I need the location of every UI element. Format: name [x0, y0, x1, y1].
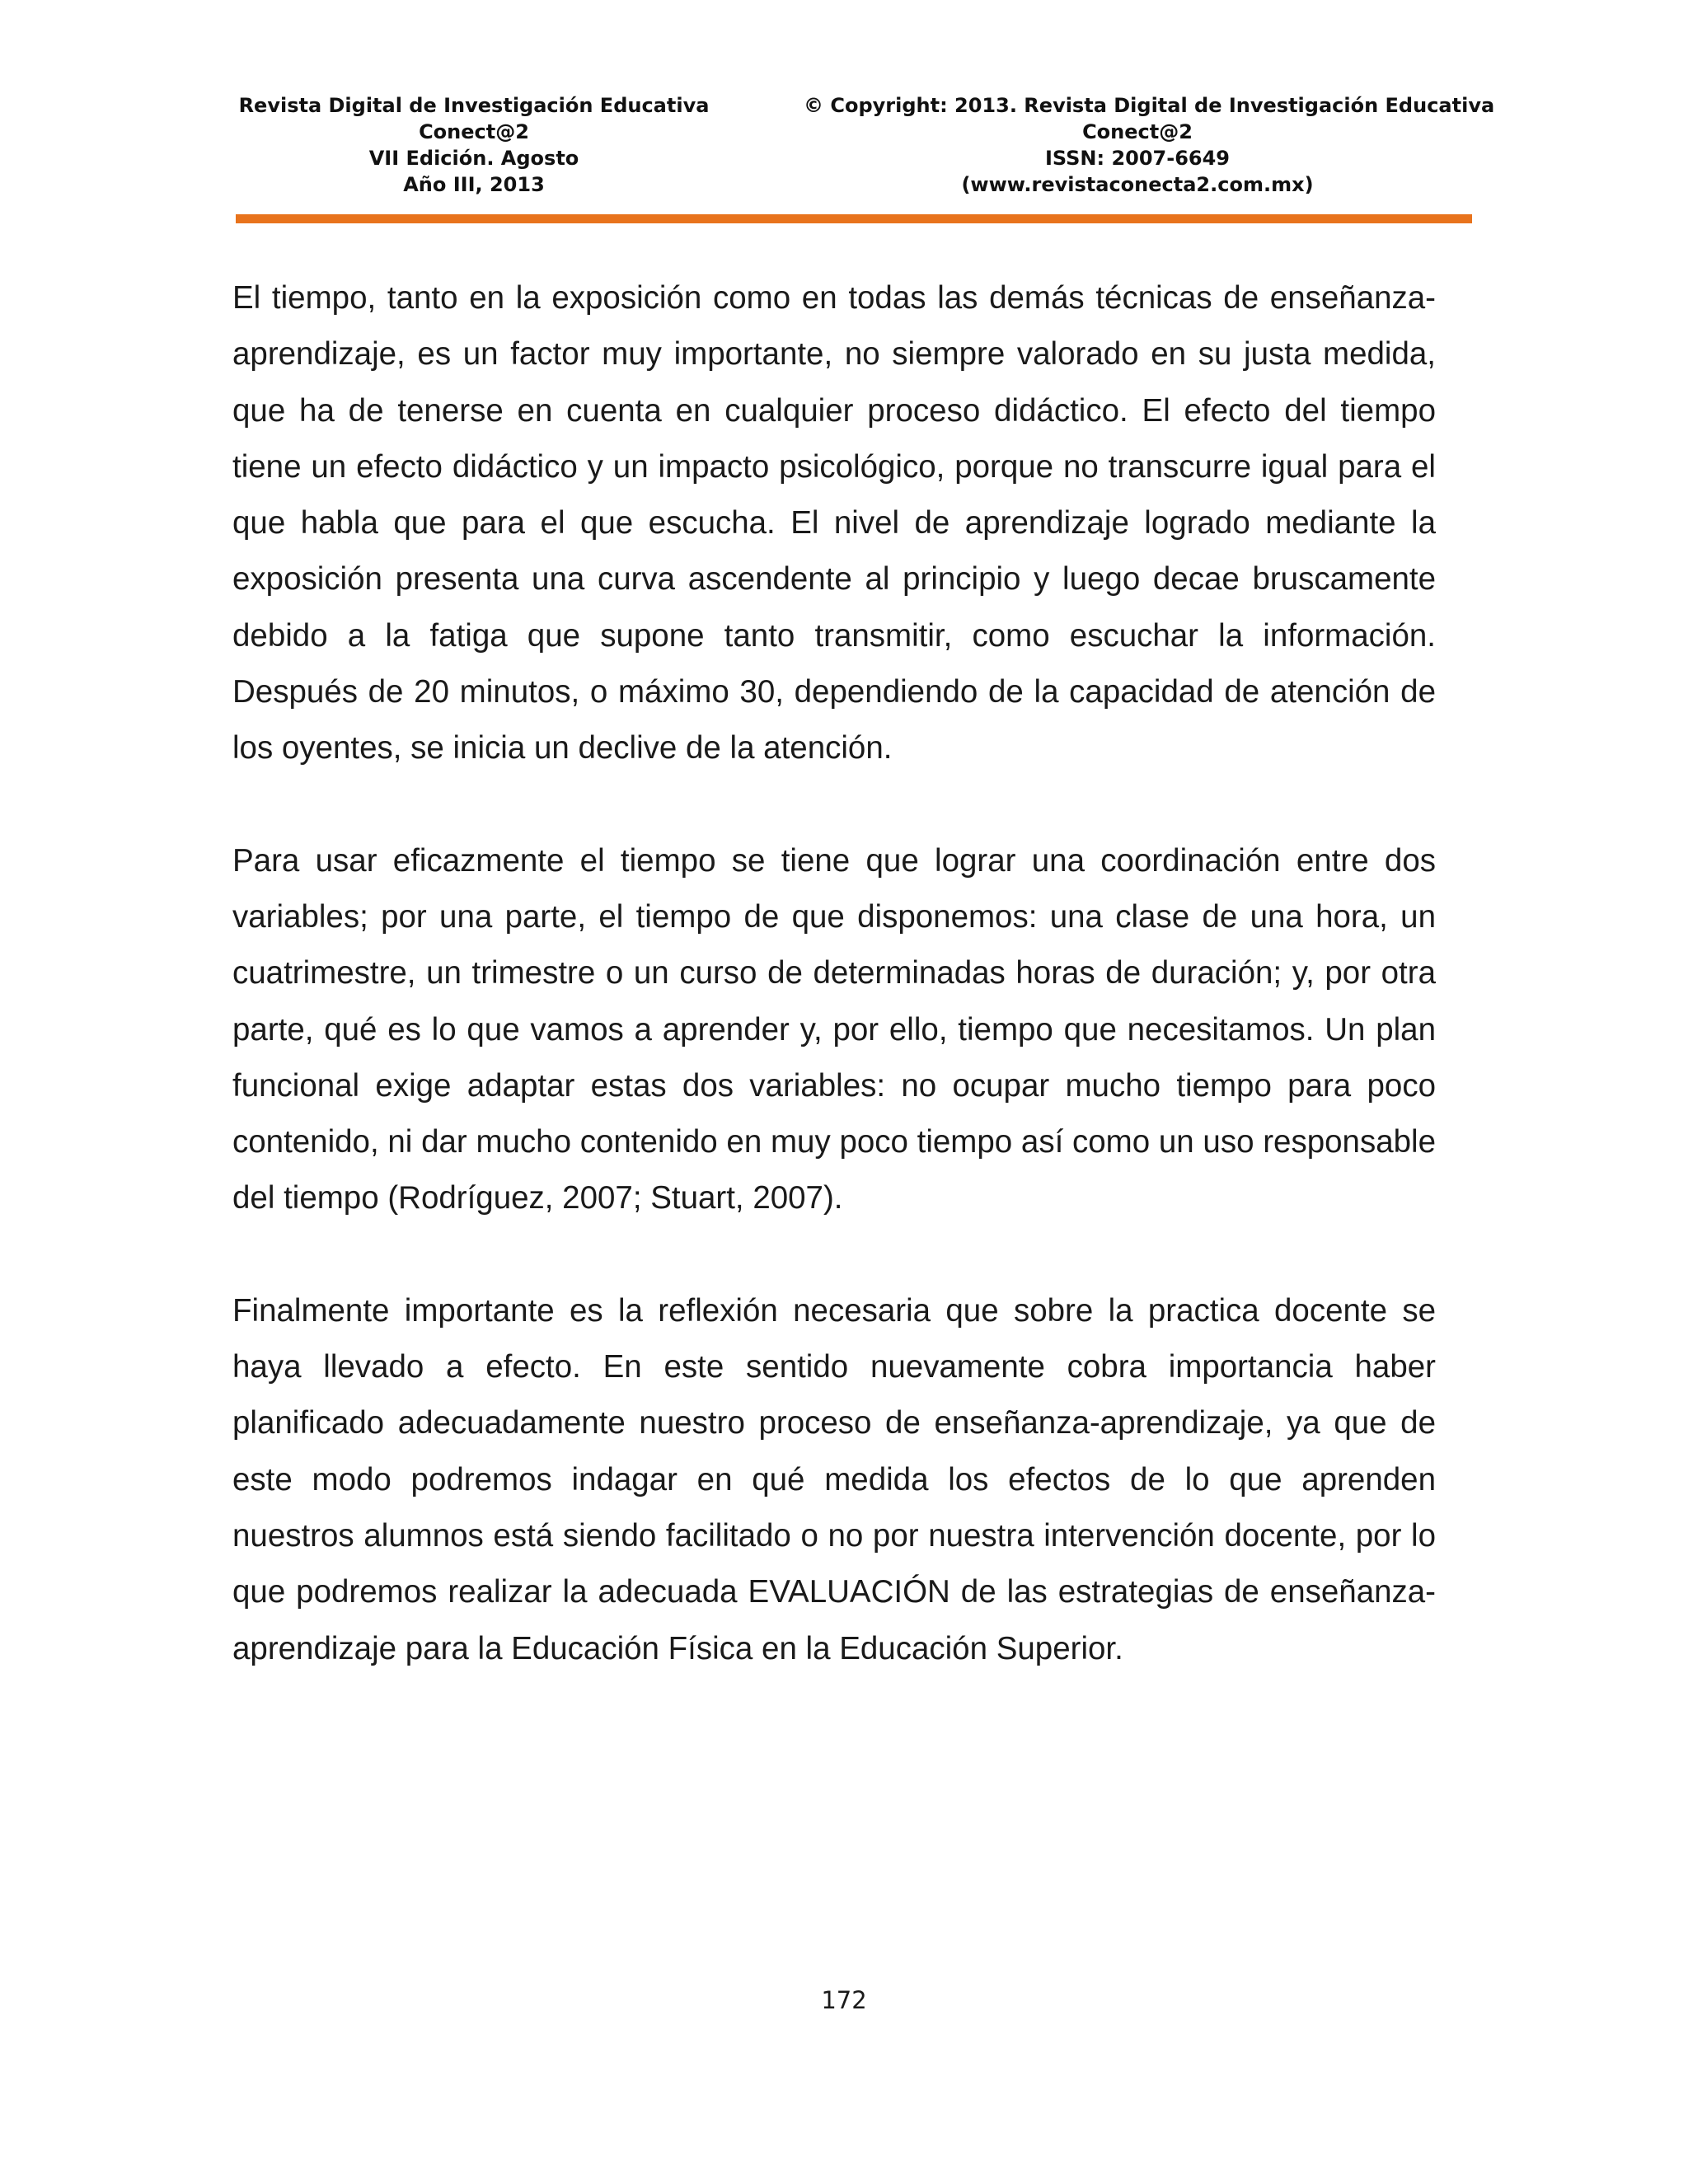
journal-name: Conect@2 [419, 120, 529, 143]
copyright-block [804, 92, 1495, 198]
journal-year: Año III, 2013 [403, 173, 545, 196]
copyright-notice: © Copyright: 2013. Revista Digital de Investigación Educativa [804, 94, 1495, 117]
paragraph: El tiempo, tanto en la exposición como en todas las demás técnicas de enseñanza-aprendizaje, es un factor muy importante, no siempre valorado en su justa medida, que ha de tenerse en cuenta en cualquier proceso didáctico. El efecto del tiempo tiene un efecto didáctico y un impacto psicológico, porque no transcurre igual para el que habla que para el que escucha. El nivel de aprendizaje logrado mediante la exposición presenta una curva ascendente al principio y luego decae bruscamente debido a la fatiga que supone tanto transmitir, como escuchar la información. Después de 20 minutos, o máximo 30, dependiendo de la capacidad de atención de los oyentes, se inicia un declive de la atención. [232, 280, 1436, 766]
journal-title: Revista Digital de Investigación Educativa [238, 94, 710, 117]
page-number: 172 [821, 1986, 867, 2014]
copyright-journal-name: Conect@2 [1082, 120, 1193, 143]
journal-url: (www.revistaconecta2.com.mx) [961, 173, 1314, 196]
page-header [235, 92, 1495, 216]
journal-edition: VII Edición. Agosto [368, 147, 579, 170]
paragraph: Finalmente importante es la reflexión necesaria que sobre la practica docente se haya llevado a efecto. En este sentido nuevamente cobra importancia haber planificado adecuadamente nuestro proceso de enseñanza-aprendizaje, ya que de este modo podremos indagar en qué medida los efectos de lo que aprenden nuestros alumnos está siendo facilitado o no por nuestra intervención docente, por lo que podremos realizar la adecuada EVALUACIÓN de las estrategias de enseñanza-aprendizaje para la Educación Física en la Educación Superior. [232, 1292, 1436, 1666]
article-body [232, 270, 1436, 1733]
header-divider [236, 214, 1472, 223]
paragraph: Para usar eficazmente el tiempo se tiene que lograr una coordinación entre dos variables; por una parte, el tiempo de que disponemos: una clase de una hora, un cuatrimestre, un trimestre o un curso de determinadas horas de duración; y, por otra parte, qué es lo que vamos a aprender y, por ello, tiempo que necesitamos. Un plan funcional exige adaptar estas dos variables: no ocupar mucho tiempo para poco contenido, ni dar mucho contenido en muy poco tiempo así como un uso responsable del tiempo (Rodríguez, 2007; Stuart, 2007). [232, 842, 1436, 1216]
issn: ISSN: 2007-6649 [1044, 147, 1230, 170]
journal-info-block [235, 92, 713, 198]
